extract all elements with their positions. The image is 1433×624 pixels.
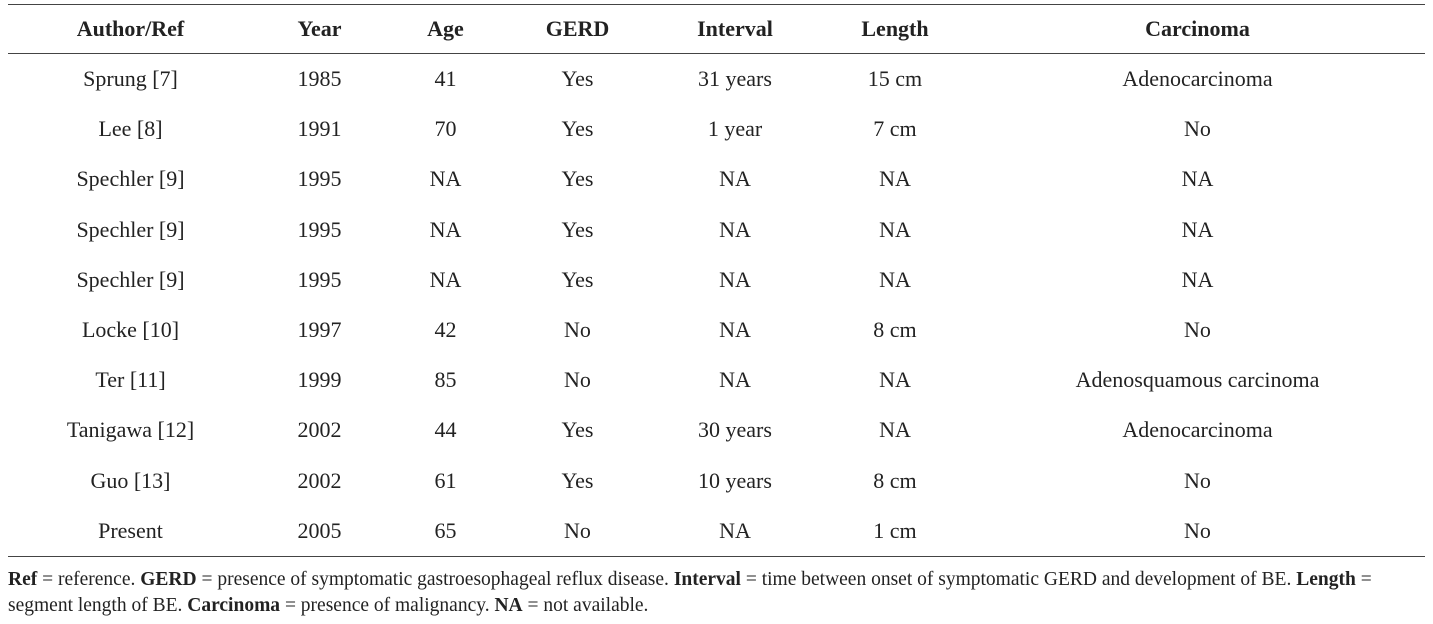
cell-age: NA [429, 216, 462, 242]
column-header-interval: Interval [697, 16, 773, 41]
cell-year: 2002 [297, 467, 342, 493]
cell-year: 1991 [297, 116, 342, 142]
cell-carcinoma: No [1184, 467, 1211, 493]
table-row [8, 456, 1425, 506]
footnote-term: Ref [8, 569, 38, 590]
cell-carcinoma: No [1184, 317, 1211, 343]
cell-age: NA [429, 266, 462, 292]
cell-gerd: Yes [561, 66, 594, 92]
cell-carcinoma: NA [1181, 166, 1214, 192]
cell-interval: NA [719, 317, 751, 343]
cell-author-ref: Tanigawa [12] [66, 417, 195, 443]
cell-length: NA [879, 216, 911, 242]
cell-carcinoma: Adenosquamous carcinoma [1075, 367, 1320, 393]
column-header-year: Year [297, 16, 342, 41]
cell-carcinoma: NA [1181, 266, 1214, 292]
footnote-term: GERD [140, 569, 197, 590]
cell-year: 1995 [297, 266, 342, 292]
footnote-definition: = reference. [37, 569, 141, 590]
cell-author-ref: Guo [13] [90, 467, 171, 493]
cell-length: 7 cm [873, 116, 917, 142]
footnote-definition: = not available. [522, 595, 649, 616]
cell-author-ref: Sprung [7] [83, 66, 178, 92]
cell-interval: 30 years [698, 417, 772, 443]
cell-gerd: Yes [561, 116, 594, 142]
column-header-carcinoma: Carcinoma [1145, 16, 1250, 41]
column-header-age: Age [427, 16, 464, 41]
cell-gerd: Yes [561, 216, 594, 242]
cell-length: NA [879, 367, 911, 393]
cell-age: 61 [434, 467, 457, 493]
table-row [8, 405, 1425, 455]
table-header [8, 5, 1425, 53]
cell-gerd: Yes [561, 417, 594, 443]
column-header-length: Length [861, 16, 929, 41]
column-header-gerd: GERD [545, 16, 610, 41]
cell-age: 65 [434, 517, 457, 543]
cell-interval: NA [719, 266, 751, 292]
footnote-definition: = time between onset of symptomatic GERD and development of BE. [740, 569, 1297, 590]
cell-author-ref: Ter [11] [95, 367, 166, 393]
cell-carcinoma: No [1184, 116, 1211, 142]
cell-length: 1 cm [873, 517, 917, 543]
cell-interval: NA [719, 216, 751, 242]
cell-age: 44 [434, 417, 457, 443]
footnote-term: Interval [673, 569, 741, 590]
table-bottom-rule [8, 556, 1425, 557]
cell-gerd: No [564, 367, 591, 393]
cell-carcinoma: No [1184, 517, 1211, 543]
cell-year: 1985 [297, 66, 342, 92]
footnote-definition: = segment length of BE. [8, 569, 1372, 616]
footnote-term: Length [1296, 569, 1356, 590]
cell-author-ref: Present [98, 517, 163, 543]
table-row [8, 355, 1425, 405]
footnote-definition: = presence of symptomatic gastroesophageal reflux disease. [196, 569, 674, 590]
footnote-term: NA [494, 595, 523, 616]
cell-carcinoma: NA [1181, 216, 1214, 242]
cell-age: 41 [434, 66, 457, 92]
table-row [8, 305, 1425, 355]
table-row [8, 255, 1425, 305]
footnote-term: Carcinoma [187, 595, 281, 616]
table-row [8, 506, 1425, 556]
cell-author-ref: Locke [10] [81, 317, 180, 343]
footnote-definition: = presence of malignancy. [280, 595, 495, 616]
cell-year: 1995 [297, 216, 342, 242]
cell-gerd: Yes [561, 467, 594, 493]
table-footnote [8, 567, 1428, 619]
column-header-author-ref: Author/Ref [76, 16, 185, 41]
cell-year: 1999 [297, 367, 342, 393]
cell-interval: 1 year [707, 116, 763, 142]
cell-age: 85 [434, 367, 457, 393]
cell-interval: 10 years [698, 467, 772, 493]
cell-author-ref: Spechler [9] [76, 166, 185, 192]
table-row [8, 104, 1425, 154]
cell-age: 70 [434, 116, 457, 142]
table-row [8, 154, 1425, 204]
cell-interval: 31 years [698, 66, 772, 92]
cell-year: 2002 [297, 417, 342, 443]
cell-gerd: No [564, 517, 591, 543]
cell-author-ref: Spechler [9] [76, 266, 185, 292]
cell-length: 15 cm [867, 66, 923, 92]
cell-length: NA [879, 166, 911, 192]
cell-length: NA [879, 417, 911, 443]
cell-gerd: No [564, 317, 591, 343]
cell-length: NA [879, 266, 911, 292]
header-row [8, 5, 1425, 53]
cell-carcinoma: Adenocarcinoma [1122, 417, 1273, 443]
cell-year: 1997 [297, 317, 342, 343]
cell-gerd: Yes [561, 166, 594, 192]
cell-interval: NA [719, 517, 751, 543]
cell-interval: NA [719, 367, 751, 393]
cell-year: 2005 [297, 517, 342, 543]
cell-carcinoma: Adenocarcinoma [1122, 66, 1273, 92]
cell-interval: NA [719, 166, 751, 192]
cell-length: 8 cm [873, 317, 917, 343]
cell-author-ref: Lee [8] [98, 116, 163, 142]
table-row [8, 54, 1425, 104]
cell-age: NA [429, 166, 462, 192]
cell-age: 42 [434, 317, 457, 343]
cell-gerd: Yes [561, 266, 594, 292]
table-body [8, 54, 1425, 556]
cell-year: 1995 [297, 166, 342, 192]
cell-author-ref: Spechler [9] [76, 216, 185, 242]
cell-length: 8 cm [873, 467, 917, 493]
table-row [8, 205, 1425, 255]
